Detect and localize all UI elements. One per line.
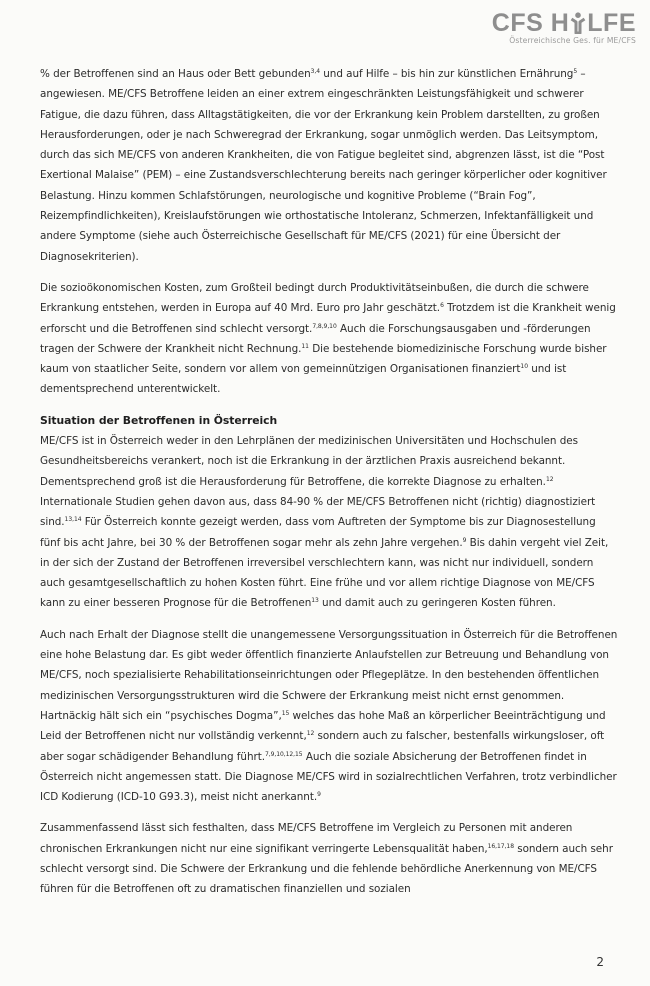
logo-tagline: Österreichische Ges. für ME/CFS: [509, 36, 636, 45]
paragraph-text: Die sozioökonomischen Kosten, zum Großteil bedingt durch Produktivitätseinbußen, die durch die schwere Erkrankung entstehen, werden in Europa auf 40 Mrd. Euro pro Jahr geschätzt.: [40, 281, 589, 315]
logo-text-right: LFE: [587, 9, 636, 37]
paragraph-text: und ist dementsprechend unterentwickelt.: [40, 363, 567, 396]
paragraph-text: und damit auch zu geringeren Kosten führen.: [318, 597, 556, 610]
paragraph-text: welches das hohe Maß an körperlicher Beeinträchtigung und Leid der Betroffenen nicht nur vollständig verkennt,: [40, 709, 606, 743]
paragraph-text: Internationale Studien gehen davon aus, dass 84-90 % der ME/CFS Betroffenen nicht (richtig) diagnostiziert sind.: [40, 495, 596, 529]
citation-marker: 9: [462, 536, 467, 544]
body-paragraph: [40, 625, 618, 808]
paragraph-text: Auch die soziale Absicherung der Betroffenen findet in Österreich nicht angemessen statt. Die Diagnose ME/CFS wird in sozialrechtlichen Verfahren, trotz verbindlicher ICD Kodierung (ICD-10 G93.3), meist nicht anerkannt.: [40, 750, 617, 804]
citation-marker: 15: [281, 709, 290, 717]
body-paragraph: [40, 64, 618, 267]
paragraph-text: Für Österreich konnte gezeigt werden, dass vom Auftreten der Symptome bis zur Diagnosestellung fünf bis acht Jahre, bei 30 % der Betroffenen sogar mehr als zehn Jahre vergehen.: [40, 516, 596, 549]
paragraph-text: Trotzdem ist die Krankheit wenig erforscht und die Betroffenen sind schlecht versorgt.: [40, 302, 616, 335]
body-paragraph: [40, 431, 618, 614]
citation-marker: 16,17,18: [487, 842, 514, 850]
paragraph-text: und auf Hilfe – bis hin zur künstlichen Ernährung: [320, 68, 574, 80]
paragraph-text: Auch nach Erhalt der Diagnose stellt die unangemessene Versorgungssituation in Österreich für die Betroffenen eine hohe Belastung dar. Es gibt weder öffentlich finanzierte Anlaufstellen zur Betreuung und Behandlung von ME/CFS, noch spezialisierte Rehabilitationseinrichtungen oder Pflegeplätze. In den bestehenden öffentlichen medizinischen Versorgungsstrukturen wird die Schwere der Erkrankung meist nicht ernst genommen. Hartnäckig hält sich ein “psychisches Dogma”,: [40, 628, 618, 722]
paragraph-text: Auch die Forschungsausgaben und -förderungen tragen der Schwere der Krankheit nicht Rechnung.: [40, 322, 591, 355]
citation-marker: 11: [301, 342, 309, 350]
paragraph-text: – angewiesen. ME/CFS Betroffene leiden an einer extrem eingeschränkten Leistungsfähigkeit und schwerer Fatigue, die dazu führen, dass Alltagstätigkeiten, die vor der Erkrankung kein Problem darstellten, zu großen Herausforderungen, oder je nach Schweregrad der Erkrankung, sogar unmöglich werden. Das Leitsymptom, durch das sich ME/CFS von anderen Krankheiten, die von Fatigue begleitet sind, abgrenzen lässt, ist die “Post Exertional Malaise” (PEM) – eine Zustandsverschlechterung bereits nach geringer körperlicher oder kognitiver Belastung. Hinzu kommen Schlafstörungen, neurologische und kognitive Probleme (“Brain Fog”, Reizempfindlichkeiten), Kreislaufstörungen wie orthostatische Intoleranz, Schmerzen, Infektanfälligkeit und andere Symptome (siehe auch Österreichische Gesellschaft für ME/CFS (2021) für eine Übersicht der Diagnosekriterien).: [40, 68, 607, 263]
citation-marker: 3,4: [310, 68, 321, 75]
person-figure-icon: [570, 12, 586, 34]
citation-marker: 6: [440, 302, 444, 310]
logo-text-left: CFS H: [491, 9, 570, 37]
cfs-hilfe-logo: [492, 10, 636, 45]
citation-marker: 7,8,9,10: [312, 322, 337, 330]
page-number: 2: [596, 955, 604, 969]
logo-wordmark: [492, 10, 636, 36]
document-body: [40, 64, 618, 911]
citation-marker: 7,9,10,12,15: [264, 750, 303, 758]
paragraph-text: ME/CFS ist in Österreich weder in den Lehrplänen der medizinischen Universitäten und Hochschulen des Gesundheitsbereichs verankert, noch ist die Erkrankung in der ärztlichen Praxis ausreichend bekannt. Dementsprechend groß ist die Herausforderung für Betroffene, die korrekte Diagnose zu erhalten.: [40, 435, 578, 488]
paragraph-text: Die bestehende biomedizinische Forschung wurde bisher kaum von staatlicher Seite, sondern vor allem von gemeinnützigen Organisationen finanziert: [40, 342, 607, 376]
paragraph-text: % der Betroffenen sind an Haus oder Bett gebunden: [40, 68, 311, 80]
paragraph-text: Bis dahin vergeht viel Zeit, in der sich der Zustand der Betroffenen irreversibel verschlechtern kann, was nicht nur individuell, sondern auch gesamtgesellschaftlich zu hohen Kosten führt. Eine frühe und vor allem richtige Diagnose von ME/CFS kann zu einer besseren Prognose für die Betroffenen: [40, 536, 609, 610]
paragraph-text: sondern auch zu falscher, bestenfalls wirkungsloser, oft aber sogar schädigender Behandlung führt.: [40, 730, 605, 763]
citation-marker: 13: [311, 597, 319, 605]
citation-marker: 12: [545, 475, 554, 483]
citation-marker: 9: [317, 791, 321, 799]
paragraph-text: sondern auch sehr schlecht versorgt sind. Die Schwere der Erkrankung und die fehlende behördliche Anerkennung von ME/CFS führen für die Betroffenen oft zu dramatischen finanziellen und sozialen: [40, 842, 613, 896]
paragraph-text: Zusammenfassend lässt sich festhalten, dass ME/CFS Betroffene im Vergleich zu Personen mit anderen chronischen Erkrankungen nicht nur eine signifikant verringerte Lebensqualität haben,: [40, 822, 573, 855]
citation-marker: 12: [306, 730, 315, 738]
body-paragraph: [40, 278, 618, 400]
body-paragraph: [40, 818, 618, 899]
citation-marker: 10: [520, 363, 528, 371]
citation-marker: 13,14: [64, 516, 82, 524]
section-heading: Situation der Betroffenen in Österreich: [40, 413, 278, 427]
citation-marker: 5: [573, 68, 578, 75]
